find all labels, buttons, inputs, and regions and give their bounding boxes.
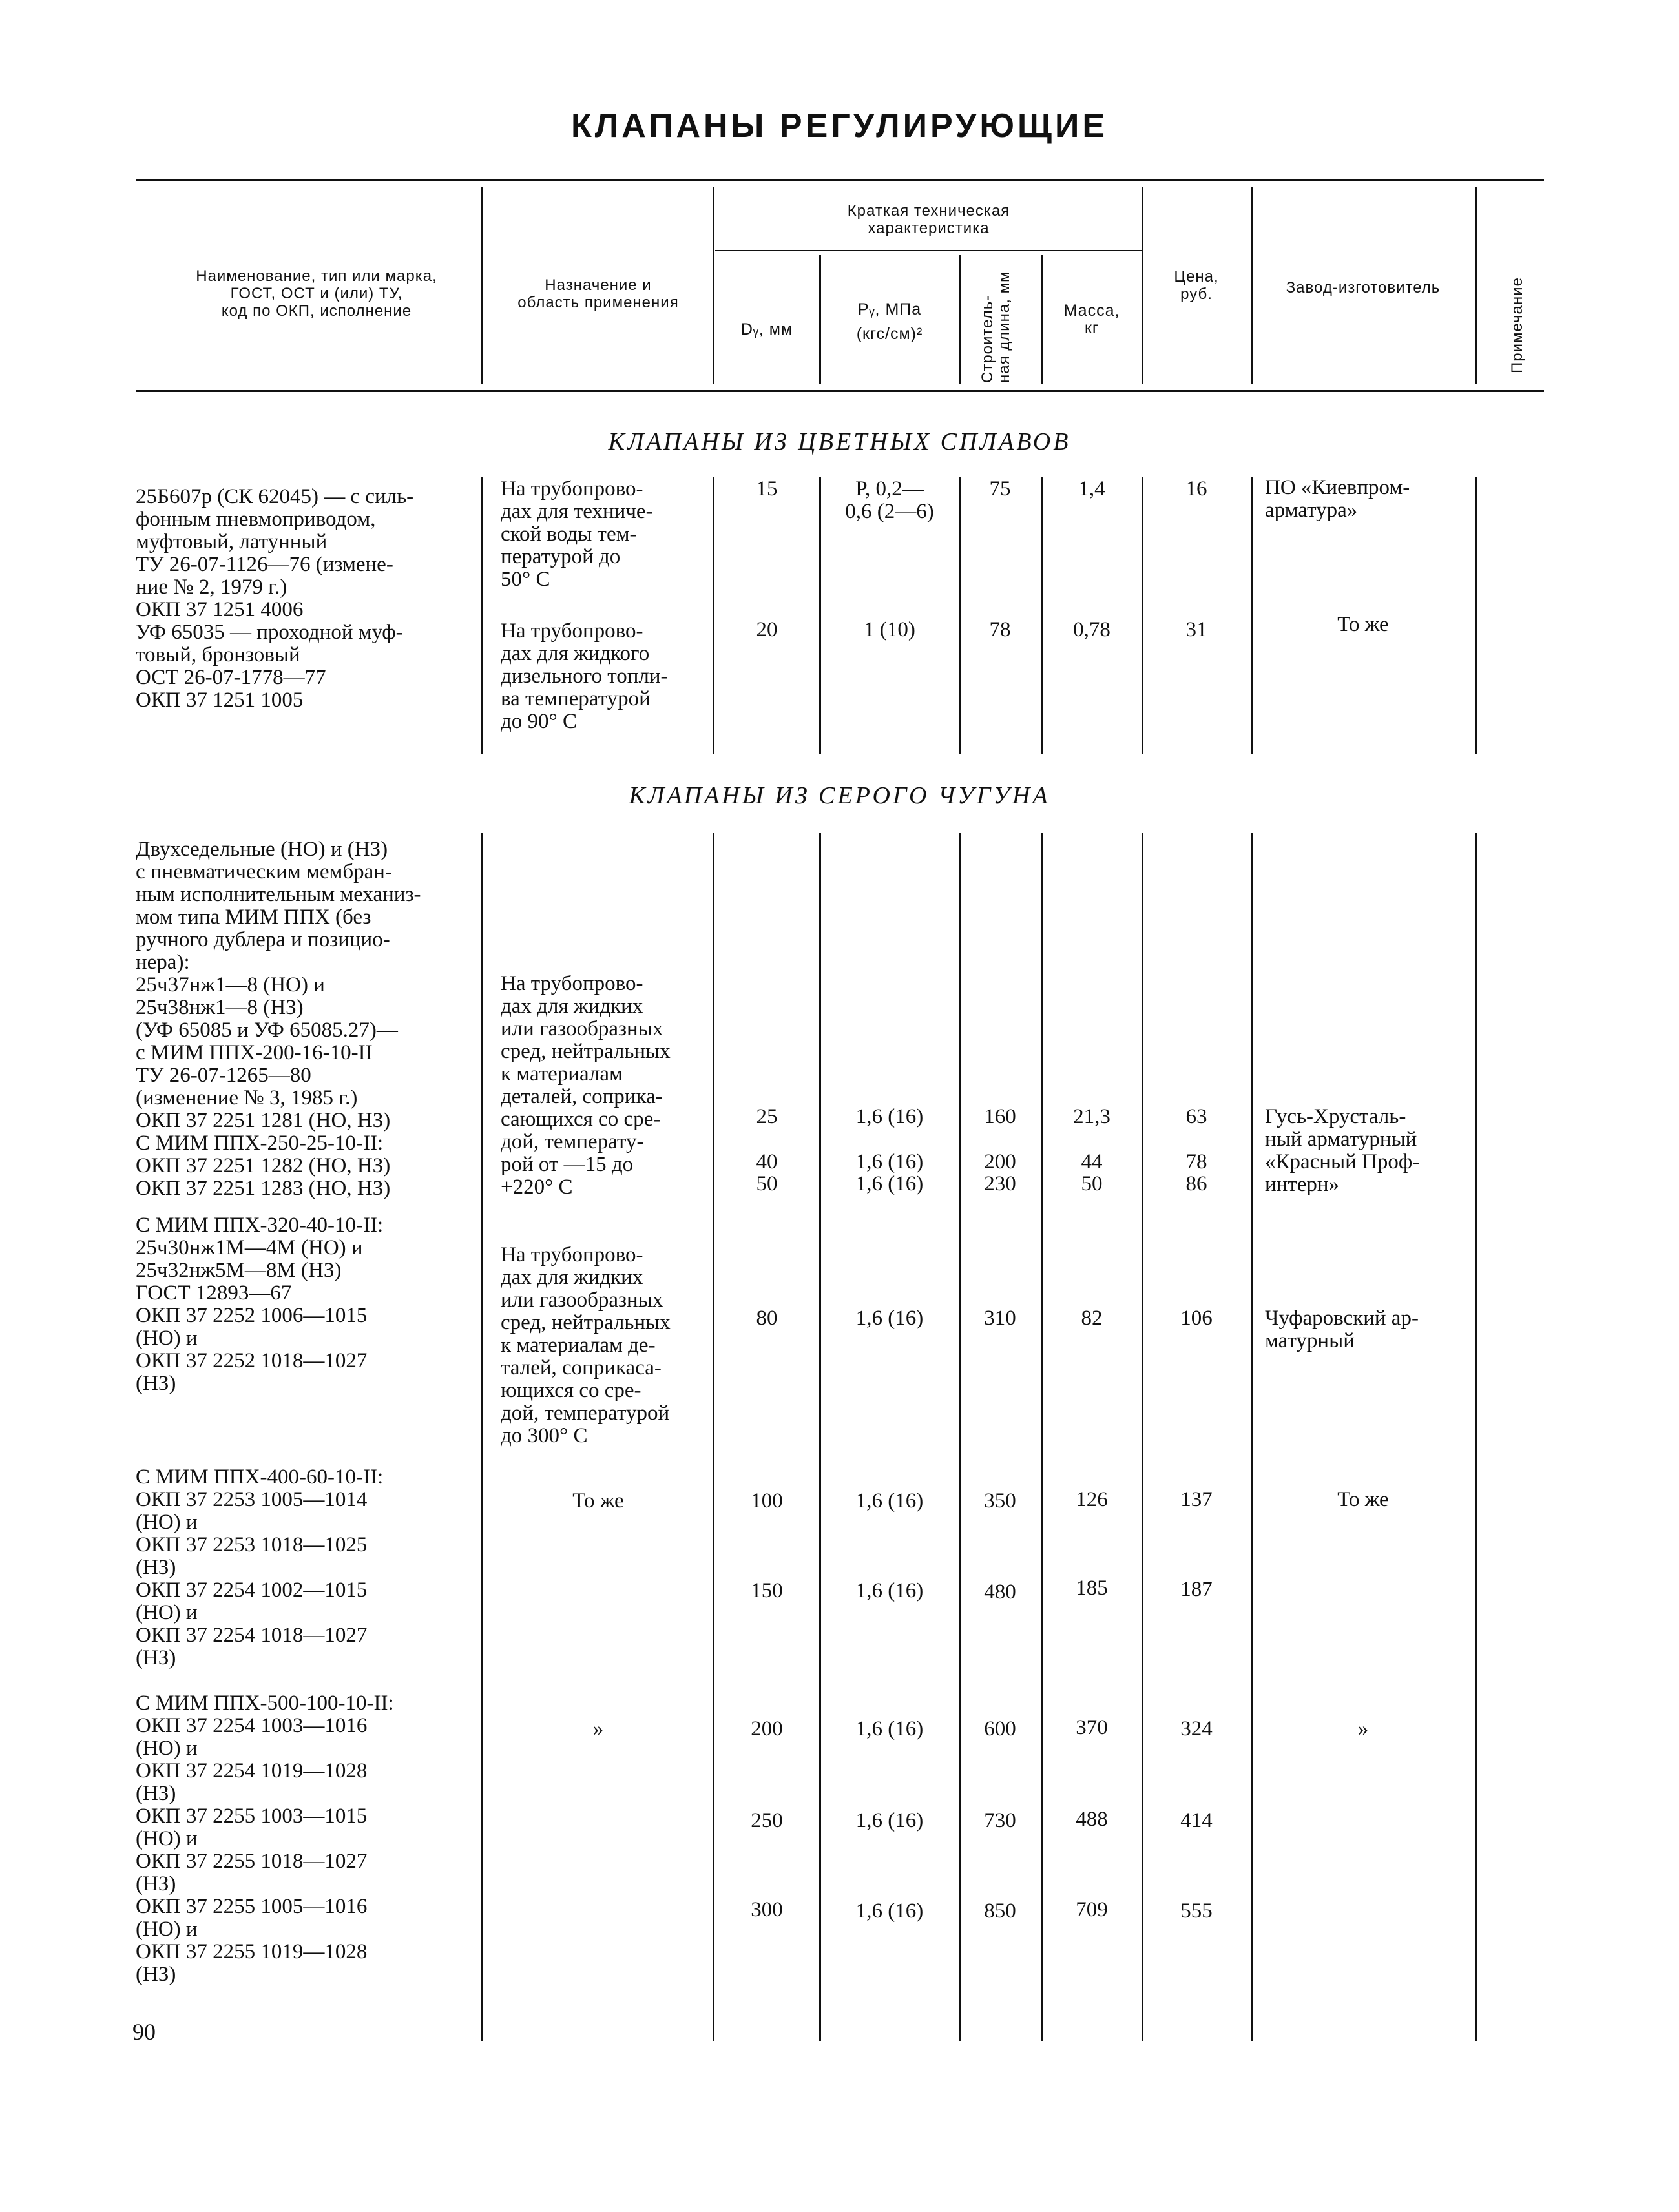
s2-b2-price: 106	[1180, 1307, 1213, 1330]
header-divider	[713, 187, 714, 384]
s2-b2-dy: 80	[756, 1307, 778, 1330]
column-divider	[481, 833, 483, 2041]
s2-b1-r1-py: 1,6 (16)	[855, 1105, 924, 1128]
s2-b2-py: 1,6 (16)	[855, 1307, 924, 1330]
s1-row1-length: 75	[989, 477, 1011, 501]
column-divider	[1142, 477, 1143, 754]
column-divider	[1251, 477, 1253, 754]
header-dy: Dᵧ, мм	[740, 320, 793, 338]
s2-b4-r3-mass: 709	[1076, 1898, 1108, 1921]
header-maker: Завод-изготовитель	[1286, 279, 1441, 296]
header-divider	[819, 255, 821, 384]
s1-row2-mass: 0,78	[1073, 618, 1111, 641]
s2-b1-r1-price: 63	[1185, 1105, 1207, 1128]
s2-b3-maker: То же	[1337, 1488, 1389, 1511]
s1-name: 25Б607р (СК 62045) — с силь- фонным пневмоприводом, муфтовый, латунный ТУ 26-07-1126—76 (измене- ние № 2, 1979 г.) ОКП 37 1251 4006 УФ 65035 — проходной муф- товый, бронзовый ОСТ 26-07-1778—77 ОКП 37 1251 1005	[136, 485, 414, 712]
s2-b1-r2-price: 78	[1185, 1150, 1207, 1173]
column-divider	[1475, 833, 1477, 2041]
page-title: КЛАПАНЫ РЕГУЛИРУЮЩИЕ	[570, 107, 1109, 145]
header-divider	[1251, 187, 1253, 384]
header-divider	[481, 187, 483, 384]
s2-b1-r1-length: 160	[984, 1105, 1016, 1128]
header-divider	[1041, 255, 1043, 384]
column-divider	[1142, 833, 1143, 2041]
s2-b4-r3-length: 850	[984, 1899, 1016, 1923]
column-divider	[819, 833, 821, 2041]
s1-row1-purpose: На трубопрово- дах для техниче- ской воды тем- пературой до 50° С	[501, 477, 653, 591]
s2-b4-name: С МИМ ППХ-500-100-10-II: ОКП 37 2254 1003—1016 (НО) и ОКП 37 2254 1019—1028 (НЗ) ОКП 37 2255 1003—1015 (НО) и ОКП 37 2255 1018—1027 (НЗ) ОКП 37 2255 1005—1016 (НО) и ОКП 37 2255 1019—1028 (НЗ)	[136, 1691, 394, 1986]
s2-b4-maker: »	[1357, 1717, 1369, 1741]
s2-b1-r2-py: 1,6 (16)	[855, 1150, 924, 1173]
column-divider	[959, 477, 961, 754]
s2-b1-maker: Гусь-Хрусталь- ный арматурный «Красный Проф- интерн»	[1265, 1105, 1420, 1196]
s2-b3-r2-py: 1,6 (16)	[855, 1579, 924, 1602]
s2-b4-r2-dy: 250	[751, 1809, 783, 1832]
column-divider	[1475, 477, 1477, 754]
s2-b2-name: С МИМ ППХ-320-40-10-II: 25ч30нж1М—4М (НО) и 25ч32нж5М—8М (НЗ) ГОСТ 12893—67 ОКП 37 2252 1006—1015 (НО) и ОКП 37 2252 1018—1027 (НЗ)	[136, 1214, 384, 1395]
header-tech: Краткая техническая характеристика	[847, 202, 1010, 237]
section-title-gray-iron: КЛАПАНЫ ИЗ СЕРОГО ЧУГУНА	[629, 782, 1050, 809]
header-py: Pᵧ, МПа (кгс/см)²	[856, 300, 923, 343]
header-price: Цена, руб.	[1174, 268, 1219, 303]
s2-b1-purpose: На трубопрово- дах для жидких или газообразных сред, нейтральных к материалам деталей, соприка- сающихся со сре- дой, температу- рой от —15 до +220° С	[501, 972, 671, 1199]
s1-row1-mass: 1,4	[1078, 477, 1105, 501]
s2-b3-r2-length: 480	[984, 1580, 1016, 1604]
section-title-nonferrous: КЛАПАНЫ ИЗ ЦВЕТНЫХ СПЛАВОВ	[608, 428, 1071, 455]
s2-b3-r2-price: 187	[1180, 1578, 1213, 1601]
s2-b3-r2-dy: 150	[751, 1579, 783, 1602]
s2-b1-r3-dy: 50	[756, 1172, 778, 1195]
s2-b4-r1-price: 324	[1180, 1717, 1213, 1741]
s2-b4-r1-length: 600	[984, 1717, 1016, 1741]
s2-b1-r3-mass: 50	[1081, 1172, 1103, 1195]
header-divider	[1475, 187, 1477, 384]
s2-b2-mass: 82	[1081, 1307, 1103, 1330]
s2-b1-r3-length: 230	[984, 1172, 1016, 1195]
page-number: 90	[132, 2019, 156, 2045]
s2-b4-r1-mass: 370	[1076, 1716, 1108, 1739]
s1-row2-py: 1 (10)	[864, 618, 915, 641]
s2-b1-r1-dy: 25	[756, 1105, 778, 1128]
s2-b1-r3-price: 86	[1185, 1172, 1207, 1195]
s2-b3-r2-mass: 185	[1076, 1576, 1108, 1600]
header-purpose: Назначение и область применения	[517, 276, 679, 311]
s2-b2-length: 310	[984, 1307, 1016, 1330]
s2-b3-purpose: То же	[572, 1489, 624, 1513]
header-name: Наименование, тип или марка, ГОСТ, ОСТ и (или) ТУ, код по ОКП, исполнение	[196, 267, 437, 320]
tech-subheader-rule	[715, 250, 1142, 251]
column-divider	[1251, 833, 1253, 2041]
s1-row1-py: P, 0,2— 0,6 (2—6)	[845, 477, 934, 523]
s2-b3-r1-length: 350	[984, 1489, 1016, 1513]
s1-row2-dy: 20	[756, 618, 778, 641]
header-top-rule	[136, 179, 1544, 181]
s2-b4-r3-dy: 300	[751, 1898, 783, 1921]
s2-b2-purpose: На трубопрово- дах для жидких или газообразных сред, нейтральных к материалам де- талей, соприкаса- ющихся со сре- дой, температурой до 300° С	[501, 1243, 671, 1447]
s1-row2-price: 31	[1185, 618, 1207, 641]
s2-b4-r1-dy: 200	[751, 1717, 783, 1741]
s2-b3-r1-price: 137	[1180, 1488, 1213, 1511]
column-divider	[959, 833, 961, 2041]
s2-b1-name: Двухседельные (НО) и (НЗ) с пневматическим мембран- ным исполнительным механиз- мом типа МИМ ППХ (без ручного дублера и позицио- нера): 25ч37нж1—8 (НО) и 25ч38нж1—8 (НЗ) (УФ 65085 и УФ 65085.27)— с МИМ ППХ-200-16-10-II ТУ 26-07-1265—80 (изменение № 3, 1985 г.) ОКП 37 2251 1281 (НО, НЗ) С МИМ ППХ-250-25-10-II: ОКП 37 2251 1282 (НО, НЗ) ОКП 37 2251 1283 (НО, НЗ)	[136, 838, 421, 1200]
s1-row1-maker: ПО «Киевпром- арматура»	[1265, 476, 1410, 522]
s2-b4-r1-py: 1,6 (16)	[855, 1717, 924, 1741]
s2-b4-r2-price: 414	[1180, 1809, 1213, 1832]
column-divider	[1041, 477, 1043, 754]
s2-b4-r3-price: 555	[1180, 1899, 1213, 1923]
s2-b1-r2-length: 200	[984, 1150, 1016, 1173]
s2-b1-r1-mass: 21,3	[1073, 1105, 1111, 1128]
s2-b3-r1-dy: 100	[751, 1489, 783, 1513]
column-divider	[713, 477, 714, 754]
s1-row1-dy: 15	[756, 477, 778, 501]
s1-row2-maker: То же	[1337, 613, 1389, 636]
header-divider	[959, 255, 961, 384]
s1-row2-purpose: На трубопрово- дах для жидкого дизельного топли- ва температурой до 90° С	[501, 619, 668, 733]
s2-b3-name: С МИМ ППХ-400-60-10-II: ОКП 37 2253 1005—1014 (НО) и ОКП 37 2253 1018—1025 (НЗ) ОКП 37 2254 1002—1015 (НО) и ОКП 37 2254 1018—1027 (НЗ)	[136, 1465, 384, 1669]
header-mass: Масса, кг	[1063, 302, 1120, 337]
column-divider	[713, 833, 714, 2041]
s2-b1-r3-py: 1,6 (16)	[855, 1172, 924, 1195]
s2-b4-r2-py: 1,6 (16)	[855, 1809, 924, 1832]
header-note: Примечание	[1508, 277, 1526, 373]
s2-b4-r3-py: 1,6 (16)	[855, 1899, 924, 1923]
s2-b3-r1-mass: 126	[1076, 1488, 1108, 1511]
s1-row1-price: 16	[1185, 477, 1207, 501]
column-divider	[481, 477, 483, 754]
s2-b4-r2-length: 730	[984, 1809, 1016, 1832]
header-bottom-rule	[136, 390, 1544, 392]
column-divider	[819, 477, 821, 754]
s2-b2-maker: Чуфаровский ар- матурный	[1265, 1307, 1419, 1352]
s2-b1-r2-dy: 40	[756, 1150, 778, 1173]
column-divider	[1041, 833, 1043, 2041]
s1-row2-length: 78	[989, 618, 1011, 641]
s2-b3-r1-py: 1,6 (16)	[855, 1489, 924, 1513]
s2-b1-r2-mass: 44	[1081, 1150, 1103, 1173]
s2-b4-r2-mass: 488	[1076, 1808, 1108, 1831]
s2-b4-purpose: »	[592, 1717, 604, 1741]
header-length: Строитель- ная длина, мм	[979, 271, 1013, 383]
